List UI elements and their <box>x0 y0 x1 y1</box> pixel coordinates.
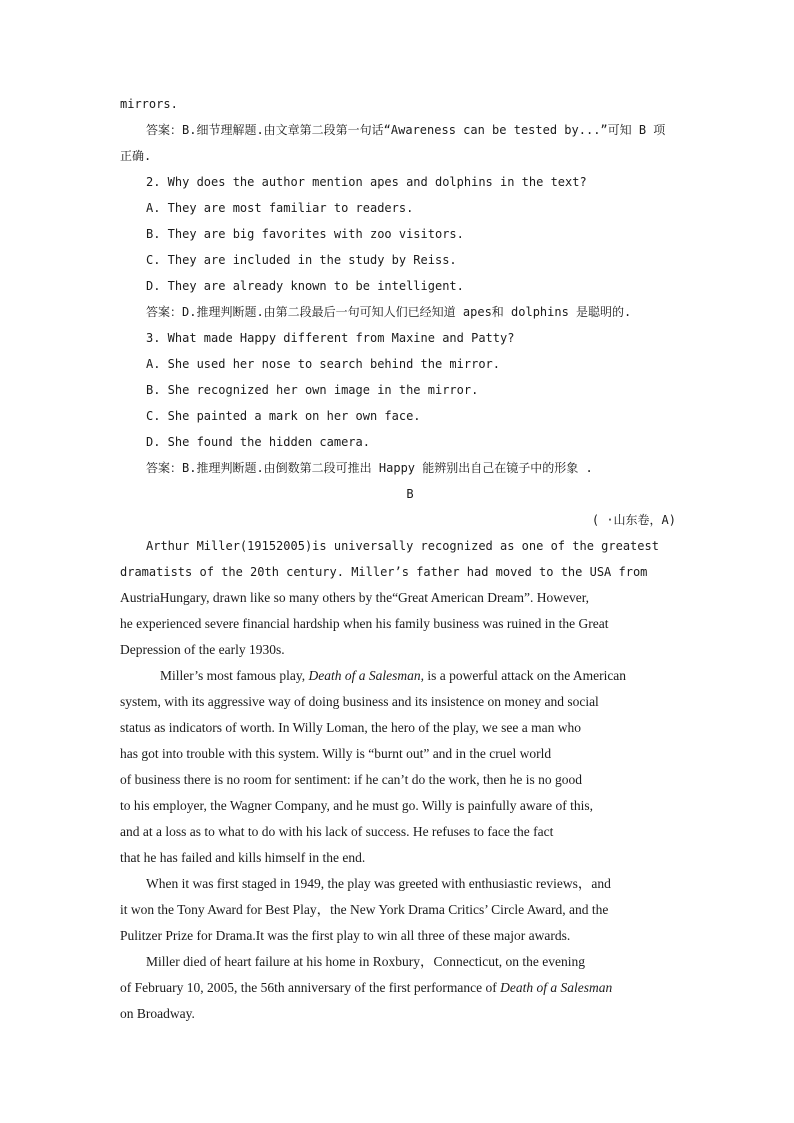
option-d: D. They are already known to be intelligent. <box>146 279 464 293</box>
text-line: mirrors. <box>120 97 178 111</box>
passage-line: status as indicators of worth. In Willy Loman, the hero of the play, we see a man who <box>120 720 581 735</box>
section-heading: B <box>406 487 414 501</box>
play-title: Death of a Salesman <box>500 980 613 995</box>
passage-line: Miller died of heart failure at his home in Roxbury，Connecticut, on the evening <box>146 954 586 969</box>
option-c: C. She painted a mark on her own face. <box>146 409 421 423</box>
option-b: B. They are big favorites with zoo visitors. <box>146 227 464 241</box>
passage-line <box>120 980 612 996</box>
text-line: 正确. <box>120 149 152 163</box>
passage-line: that he has failed and kills himself in the end. <box>120 850 366 865</box>
passage-line: Pulitzer Prize for Drama.It was the first play to win all three of these major awards. <box>120 928 571 943</box>
passage-line: on Broadway. <box>120 1006 195 1021</box>
play-title: Death of a Salesman, <box>308 668 424 683</box>
passage-line: to his employer, the Wagner Company, and he must go. Willy is painfully aware of this, <box>120 798 593 813</box>
passage-line: Depression of the early 1930s. <box>120 642 285 657</box>
passage-text: Miller’s most famous play, <box>160 668 309 683</box>
passage-line: system, with its aggressive way of doing business and its insistence on money and social <box>120 694 599 709</box>
passage-line: of business there is no room for sentiment: if he can’t do the work, then he is no good <box>120 772 583 787</box>
passage-text: is a powerful attack on the American <box>424 668 627 683</box>
source-note: ( ·山东卷，A) <box>591 513 676 527</box>
passage-line: and at a loss as to what to do with his lack of success. He refuses to face the fact <box>120 824 554 839</box>
passage-line: When it was first staged in 1949, the play was greeted with enthusiastic reviews，and <box>146 876 611 891</box>
passage-line: dramatists of the 20th century. Miller’s father had moved to the USA from <box>120 565 648 579</box>
passage-line: he experienced severe financial hardship when his family business was ruined in the Great <box>120 616 609 631</box>
option-c: C. They are included in the study by Reiss. <box>146 253 457 267</box>
passage-text: of February 10, 2005, the 56th anniversary of the first performance of <box>120 980 501 995</box>
passage-line: AustriaHungary, drawn like so many others by the“Great American Dream”. However, <box>120 590 590 605</box>
answer-line: 答案：B.推理判断题.由倒数第二段可推出 Happy 能辨别出自己在镜子中的形象 . <box>146 461 593 475</box>
answer-line: 答案：D.推理判断题.由第二段最后一句可知人们已经知道 apes和 dolphins 是聪明的. <box>146 305 632 319</box>
option-a: A. She used her nose to search behind the mirror. <box>146 357 501 371</box>
passage-line: it won the Tony Award for Best Play，the New York Drama Critics’ Circle Award, and the <box>120 902 609 917</box>
passage-line: Arthur Miller(19152005)is universally recognized as one of the greatest <box>146 539 659 553</box>
passage-line <box>160 668 626 684</box>
answer-line: 答案：B.细节理解题.由文章第二段第一句话“Awareness can be tested by...”可知 B 项 <box>146 123 666 137</box>
passage-line: has got into trouble with this system. Willy is “burnt out” and in the cruel world <box>120 746 552 761</box>
question-2: 2. Why does the author mention apes and dolphins in the text? <box>146 175 587 189</box>
option-b: B. She recognized her own image in the mirror. <box>146 383 479 397</box>
option-d: D. She found the hidden camera. <box>146 435 370 449</box>
option-a: A. They are most familiar to readers. <box>146 201 414 215</box>
question-3: 3. What made Happy different from Maxine and Patty? <box>146 331 515 345</box>
